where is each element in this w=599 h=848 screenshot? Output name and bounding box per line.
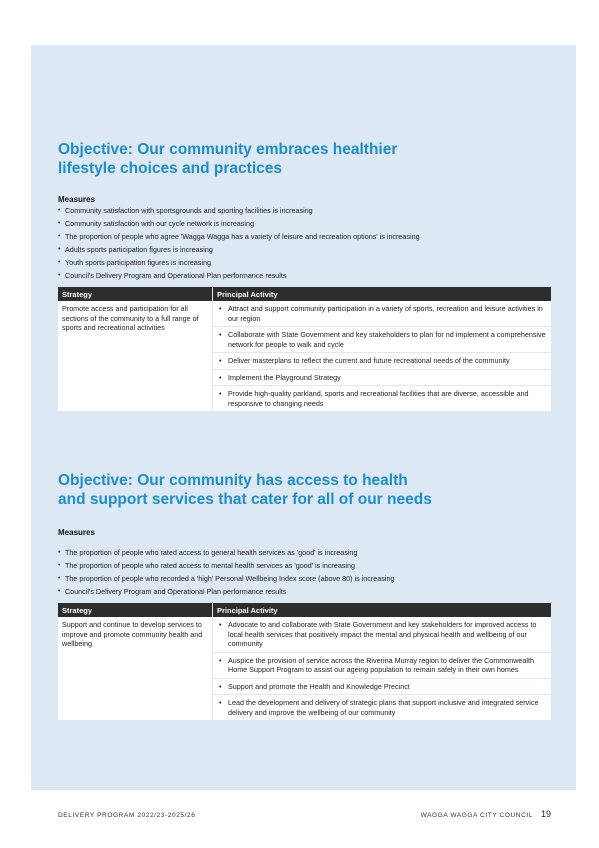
measures-heading: Measures — [58, 528, 95, 537]
activity-item: • Implement the Playground Strategy — [213, 370, 551, 387]
activities-cell — [213, 617, 552, 720]
measures-list — [58, 204, 551, 282]
measure-item: • Youth sports participation figures is increasing — [58, 256, 551, 269]
measure-item: • Community satisfaction with our cycle network is increasing — [58, 217, 551, 230]
strategy-cell: Promote access and participation for all sections of the community to a full range of sports and recreational activities — [58, 301, 213, 411]
measure-item: • Adults sports participation figures is increasing — [58, 243, 551, 256]
activity-item: • Provide high-quality parkland, sports and recreational facilities that are diverse, accessible and responsive to changing needs — [213, 386, 551, 411]
activities-cell — [213, 301, 552, 411]
activity-item: • Deliver masterplans to reflect the current and future recreational needs of the community — [213, 353, 551, 370]
measure-item: • Council's Delivery Program and Operational Plan performance results — [58, 269, 551, 282]
strategy-table — [58, 603, 551, 720]
measure-item: • Community satisfaction with sportsgrounds and sporting facilities is increasing — [58, 204, 551, 217]
footer-document-title: DELIVERY PROGRAM 2022/23-2025/26 — [58, 812, 196, 819]
measure-item: • The proportion of people who rated access to mental health services as 'good' is increasing — [58, 559, 551, 572]
measure-item: • Council's Delivery Program and Operational Plan performance results — [58, 585, 551, 598]
objective-title-2 — [58, 471, 551, 509]
objective-title-1 — [58, 140, 551, 178]
activity-item: • Advocate to and collaborate with State Government and key stakeholders for improved access to local health services that positively impact the mental and physical health and wellbeing of our community — [213, 617, 551, 653]
activity-item: • Auspice the provision of service across the Riverina Murray region to deliver the Commonwealth Home Support Program to assist our ageing population to remain safely in their own homes — [213, 653, 551, 679]
objective-title-line: lifestyle choices and practices — [58, 160, 282, 177]
measure-item: • The proportion of people who rated access to general health services as 'good' is increasing — [58, 546, 551, 559]
page-number: 19 — [541, 809, 552, 819]
activity-item: • Lead the development and delivery of strategic plans that support inclusive and integrated service delivery and improve the wellbeing of our community — [213, 695, 551, 720]
objective-title-line: Objective: Our community has access to health — [58, 472, 408, 489]
objective-section-1 — [58, 140, 551, 411]
measure-item: • The proportion of people who recorded a 'high' Personal Wellbeing Index score (above 80) is increasing — [58, 572, 551, 585]
strategy-column-header: Strategy — [58, 603, 213, 617]
activity-column-header: Principal Activity — [213, 603, 552, 617]
strategy-cell: Support and continue to develop services to improve and promote community health and wellbeing — [58, 617, 213, 720]
strategy-column-header: Strategy — [58, 287, 213, 301]
activity-column-header: Principal Activity — [213, 287, 552, 301]
footer-council-name: WAGGA WAGGA CITY COUNCIL — [420, 812, 533, 819]
strategy-table — [58, 287, 551, 411]
objective-title-line: Objective: Our community embraces healthier — [58, 141, 398, 158]
activity-item: • Attract and support community participation in a variety of sports, recreation and leisure activities in our region — [213, 301, 551, 327]
objective-title-line: and support services that cater for all of our needs — [58, 491, 432, 508]
activity-item: • Support and promote the Health and Knowledge Precinct — [213, 679, 551, 696]
activity-item: • Collaborate with State Government and key stakeholders to plan for nd implement a comprehensive network for people to walk and cycle — [213, 327, 551, 353]
measure-item: • The proportion of people who agree 'Wagga Wagga has a variety of leisure and recreation options' is increasing — [58, 230, 551, 243]
measures-list — [58, 546, 551, 598]
objective-section-2 — [58, 471, 551, 720]
measures-heading: Measures — [58, 195, 95, 204]
